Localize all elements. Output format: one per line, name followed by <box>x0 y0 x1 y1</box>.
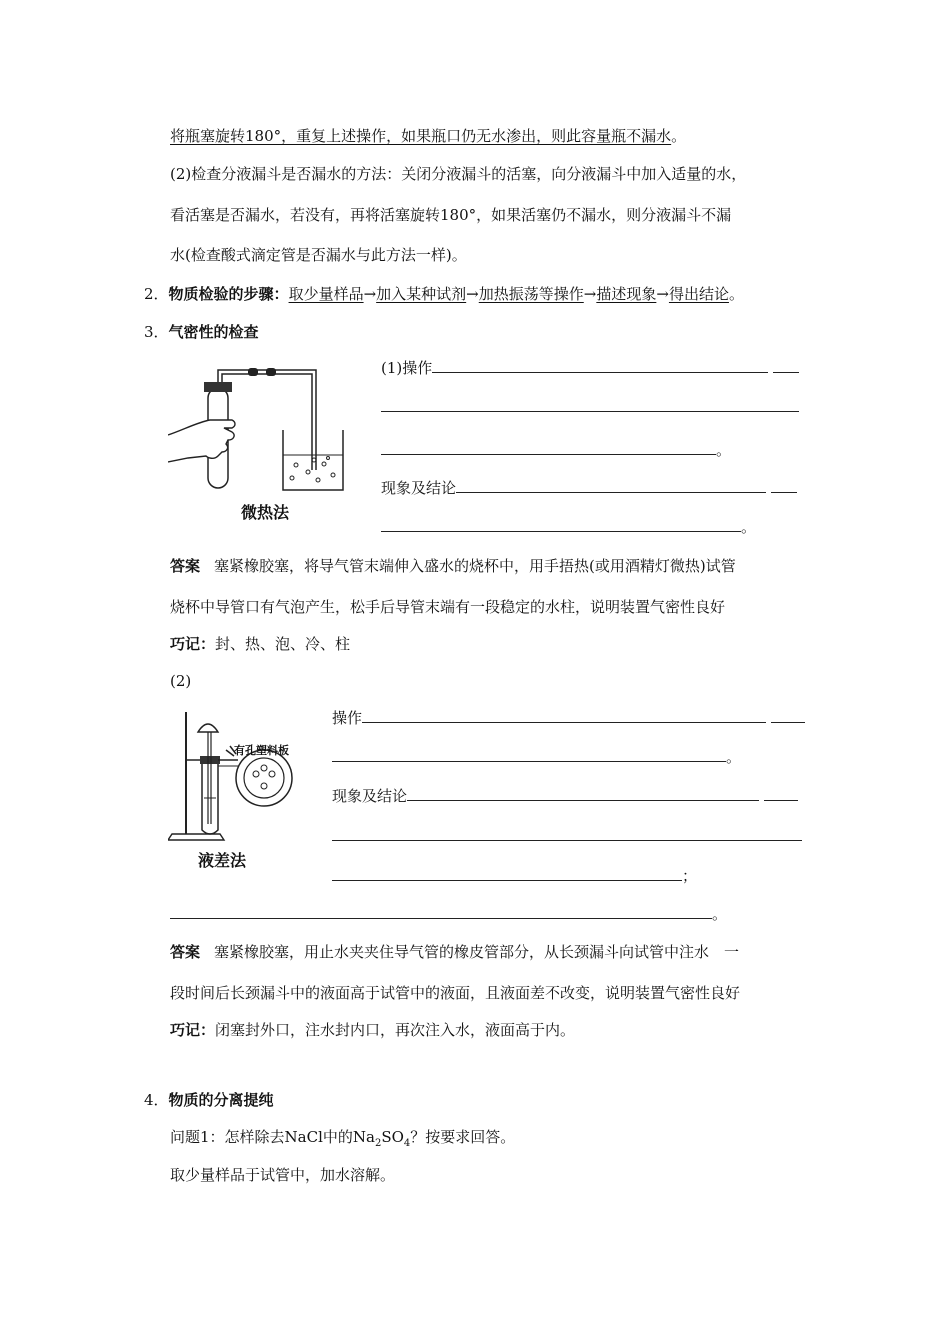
answer-text: 塞紧橡胶塞，用止水夹夹住导气管的橡皮管部分，从长颈漏斗向试管中注水 一 <box>214 943 740 961</box>
blank-line <box>332 747 741 767</box>
answer-blank[interactable] <box>771 708 805 723</box>
q1-result <box>381 478 797 498</box>
figure-2-note: 有孔塑料板 <box>234 744 289 757</box>
arrow: → <box>466 285 479 303</box>
question-1 <box>170 1127 515 1154</box>
question-text: 问题1：怎样除去NaCl中的Na <box>170 1128 375 1146</box>
blank-line <box>332 866 697 886</box>
tip-label: 巧记： <box>170 1021 216 1039</box>
punctuation: 。 <box>728 285 744 303</box>
section-title: 气密性的检查 <box>168 323 259 341</box>
answer-label: 答案 <box>170 557 201 575</box>
tip-1 <box>170 634 350 654</box>
punctuation: 。 <box>716 441 732 459</box>
micro-heat-apparatus-figure <box>168 360 358 500</box>
answer-2-line-2: 段时间后长颈漏斗中的液面高于试管中的液面，且液面差不改变，说明装置气密性良好 <box>170 984 741 1002</box>
rubber-stopper <box>200 756 220 764</box>
answer-blank[interactable] <box>764 786 798 801</box>
tip-2 <box>170 1020 575 1040</box>
punctuation: 。 <box>726 748 742 766</box>
tube-joint <box>248 368 258 376</box>
arrow: → <box>656 285 669 303</box>
blank-line <box>381 440 731 460</box>
blank-line <box>170 904 727 924</box>
blank-line <box>381 397 799 417</box>
blank-line <box>332 826 802 846</box>
text-line: 看活塞是否漏水，若没有，再将活塞旋转180°，如果活塞仍不漏水，则分液漏斗不漏 <box>170 206 732 224</box>
step-5: 得出结论 <box>668 285 729 303</box>
section-number: 4． <box>144 1091 169 1109</box>
procedure-step: 取少量样品于试管中，加水溶解。 <box>170 1166 396 1184</box>
question-text: SO <box>381 1128 404 1146</box>
answer-blank[interactable] <box>773 358 799 373</box>
answer-blank[interactable] <box>381 440 716 455</box>
tip-text: 封、热、泡、冷、柱 <box>215 635 351 653</box>
label: 现象及结论 <box>332 787 408 805</box>
section-4 <box>144 1090 274 1110</box>
rubber-stopper <box>204 382 232 392</box>
step-4: 描述现象 <box>596 285 657 303</box>
q2-operation <box>332 708 805 728</box>
subscript: 4 <box>403 1138 411 1149</box>
hand-icon <box>168 420 235 462</box>
answer-1-line-2: 烧杯中导管口有气泡产生，松手后导管末端有一段稳定的水柱，说明装置气密性良好 <box>170 598 726 616</box>
subscript: 2 <box>374 1138 382 1149</box>
punctuation: 。 <box>671 127 687 145</box>
question-2-number: (2) <box>170 672 192 690</box>
answer-blank[interactable] <box>170 904 712 919</box>
test-tube <box>202 756 218 834</box>
label: (1)操作 <box>381 359 433 377</box>
arrow: → <box>363 285 377 303</box>
punctuation: 。 <box>712 905 728 923</box>
answer-blank[interactable] <box>332 866 682 881</box>
step-2: 加入某种试剂 <box>376 285 467 303</box>
arrow: → <box>583 285 597 303</box>
section-number: 3． <box>144 323 169 341</box>
question-text: ？按要求回答。 <box>410 1128 516 1146</box>
step-3: 加热振荡等操作 <box>478 285 584 303</box>
q1-operation <box>381 358 799 378</box>
text-line: 水(检查酸式滴定管是否漏水与此方法一样)。 <box>170 246 467 264</box>
blank-line <box>381 517 756 537</box>
text-line: (2)检查分液漏斗是否漏水的方法：关闭分液漏斗的活塞，向分液漏斗中加入适量的水， <box>170 165 747 183</box>
figure-1-caption: 微热法 <box>241 503 290 522</box>
label: 现象及结论 <box>381 479 457 497</box>
answer-label: 答案 <box>170 943 201 961</box>
long-neck-funnel <box>198 724 218 732</box>
answer-blank[interactable] <box>407 786 759 801</box>
answer-blank[interactable] <box>771 478 797 493</box>
section-2 <box>144 284 744 304</box>
answer-text: 塞紧橡胶塞，将导气管末端伸入盛水的烧杯中，用手捂热(或用酒精灯微热)试管 <box>214 557 736 575</box>
answer-blank[interactable] <box>332 747 726 762</box>
punctuation: 。 <box>741 518 757 536</box>
section-number: 2． <box>144 285 169 303</box>
step-1: 取少量样品 <box>288 285 364 303</box>
section-3 <box>144 322 259 342</box>
beaker <box>283 430 343 490</box>
section-title: 物质检验的步骤： <box>168 285 289 303</box>
section-title: 物质的分离提纯 <box>168 1091 274 1109</box>
punctuation: ； <box>682 867 698 885</box>
tip-text: 闭塞封外口，注水封内口，再次注入水，液面高于内。 <box>215 1021 576 1039</box>
text-line <box>170 126 686 146</box>
underlined-text: 将瓶塞旋转180°，重复上述操作，如果瓶口仍无水渗出，则此容量瓶不漏水 <box>170 127 672 145</box>
answer-blank[interactable] <box>381 397 799 412</box>
answer-blank[interactable] <box>456 478 766 493</box>
answer-blank[interactable] <box>381 517 741 532</box>
answer-2-line-1 <box>170 942 739 962</box>
answer-1-line-1 <box>170 556 736 576</box>
q2-result <box>332 786 798 806</box>
answer-blank[interactable] <box>362 708 766 723</box>
label: 操作 <box>332 709 363 727</box>
liquid-difference-apparatus-figure <box>168 706 303 846</box>
figure-2-caption: 液差法 <box>198 851 247 870</box>
answer-blank[interactable] <box>432 358 768 373</box>
answer-blank[interactable] <box>332 826 802 841</box>
tip-label: 巧记： <box>170 635 216 653</box>
